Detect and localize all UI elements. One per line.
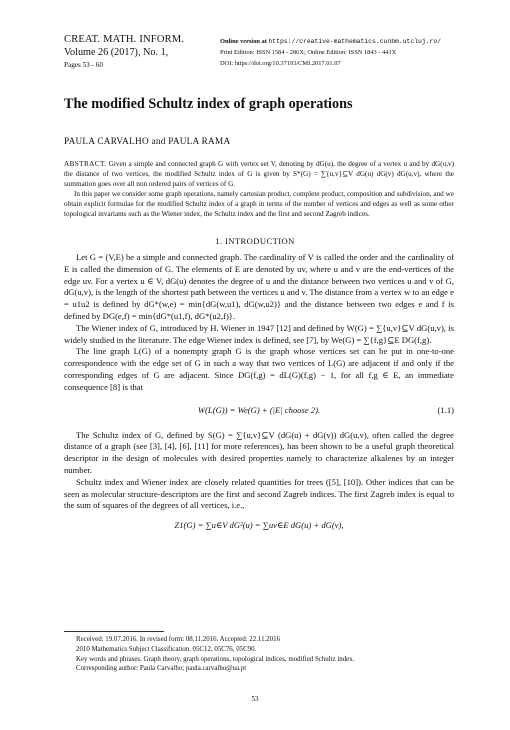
body-text [64, 252, 454, 546]
paper-authors: PAULA CARVALHO and PAULA RAMA [64, 136, 231, 146]
equation-2-expression: Z1(G) = ∑u∈V dG²(u) = ∑uv∈E dG(u) + dG(v), [174, 520, 344, 531]
body-paragraph-3: The line graph L(G) of a nonempty graph G is the graph whose vertices set can be put in one-to-one correspondence with the edge set of G in such a way that two vertices of L(G) are adjacent if and only if the corresponding edges of G are adjacent. Since DG(f,g) = dL(G)(f,g) − 1, for all f,g ∈ E, an immediate consequence [8] is that [64, 346, 454, 392]
body-paragraph-2: The Wiener index of G, introduced by H. Wiener in 1947 [12] and defined by W(G) = ∑{u,v}⊆V dG(u,v), is widely studied in the literature. The edge Wiener index is defined, see [7], by We(G) = ∑{f,g}⊆E DG(f,g). [64, 322, 454, 345]
online-url[interactable]: https://creative-mathematics.cunbm.utcluj.ro/ [268, 38, 442, 45]
journal-header [64, 33, 184, 72]
page-number: 53 [251, 695, 259, 703]
abstract-paragraph-1 [64, 160, 454, 190]
section-heading: 1. INTRODUCTION [215, 236, 295, 246]
footnote-keywords: Key words and phrases. Graph theory, graph operations, topological indices, modified Schultz index. [76, 655, 355, 663]
footnote-msc: 2010 Mathematics Subject Classification. 05C12, 05C76, 05C90. [76, 645, 257, 653]
equation-1 [64, 397, 454, 427]
equation-1-number: (1.1) [437, 404, 454, 415]
online-version [220, 36, 441, 47]
journal-volume: Volume 26 (2017), No. 1, [64, 47, 169, 58]
footnote-rule [64, 631, 164, 632]
footnote-received: Received: 19.07.2016. In revised form: 08.11.2016. Accepted: 22.11.2016 [76, 636, 281, 643]
abstract-paragraph-2: In this paper we consider some graph operations, namely cartesian product, complete product, composition and subdivision, and we obtain explicit formulae for the modified Schultz index of a graph in terms of the number of vertices and edges as well as some other topological invariants such as the Wiener index, the Schultz index and the first and second Zagreb indices. [64, 189, 454, 218]
issn-line: Print Edition: ISSN 1584 - 286X; Online Edition: ISSN 1843 - 441X [220, 49, 397, 56]
publication-info [220, 36, 441, 69]
journal-pages: Pages 53 - 60 [64, 61, 103, 69]
footnotes [64, 635, 454, 674]
body-paragraph-4: The Schultz index of G, defined by S(G) = ∑{u,v}⊆V (dG(u) + dG(v)) dG(u,v), often called the degree distance of a graph (see [3], [4], [6], [11] for more references), has been shown to be a useful graph theoretical descriptor in the design of molecules with desired properties namely to characterize alkalenes by an integer number. [64, 429, 454, 475]
abstract [64, 160, 454, 219]
doi-line[interactable]: DOI: https://doi.org/10.37193/CMI.2017.01.07 [220, 60, 341, 67]
abstract-text-1: Given a simple and connected graph G with vertex set V, denoting by dG(u), the degree of a vertex u and by dG(u,v) the distance of two vertices, the modified Schultz index of G is given by S*(G) = ∑{u,v}⊆V dG(u) dG(v) dG(u,v), where the summation goes over all non ordered pairs of vertices of G. [64, 160, 454, 188]
journal-name: CREAT. MATH. INFORM. [64, 34, 185, 45]
abstract-label: ABSTRACT. [64, 160, 107, 168]
body-paragraph-1: Let G = (V,E) be a simple and connected graph. The cardinality of V is called the order and the cardinality of E is called the dimension of G. The elements of E are denoted by uv, where u and v are the end-vertices of the edge uv. For a vertex u ∈ V, dG(u) denotes the degree of u and the distance between two vertices u and v of G, dG(u,v), is the length of the shortest path between the vertices u and v. The distance from a vertex w to an edge e = u1u2 is defined by dG*(w,e) = min{dG(w,u1), dG(w,u2)} and the distance between two edges e and f is defined by DG(e,f) = min{dG*(u1,f), dG*(u2,f)}. [64, 252, 454, 321]
equation-1-expression: W(L(G)) = We(G) + (|E| choose 2). [197, 404, 321, 415]
body-paragraph-5: Schultz index and Wiener index are closely related quantities for trees ([5], [10]). Other indices that can be seen as molecular structure-descriptors are the first and second Zagreb indices. The first Zagreb index is equal to the sum of squares of the degrees of all vertices, i.e., [64, 476, 454, 511]
footnote-corresponding: Corresponding author: Paula Carvalho; paula.carvalho@ua.pt [76, 665, 247, 673]
online-prefix: Online version at [220, 38, 269, 45]
paper-title: The modified Schultz index of graph operations [64, 96, 353, 112]
equation-2 [64, 514, 454, 544]
